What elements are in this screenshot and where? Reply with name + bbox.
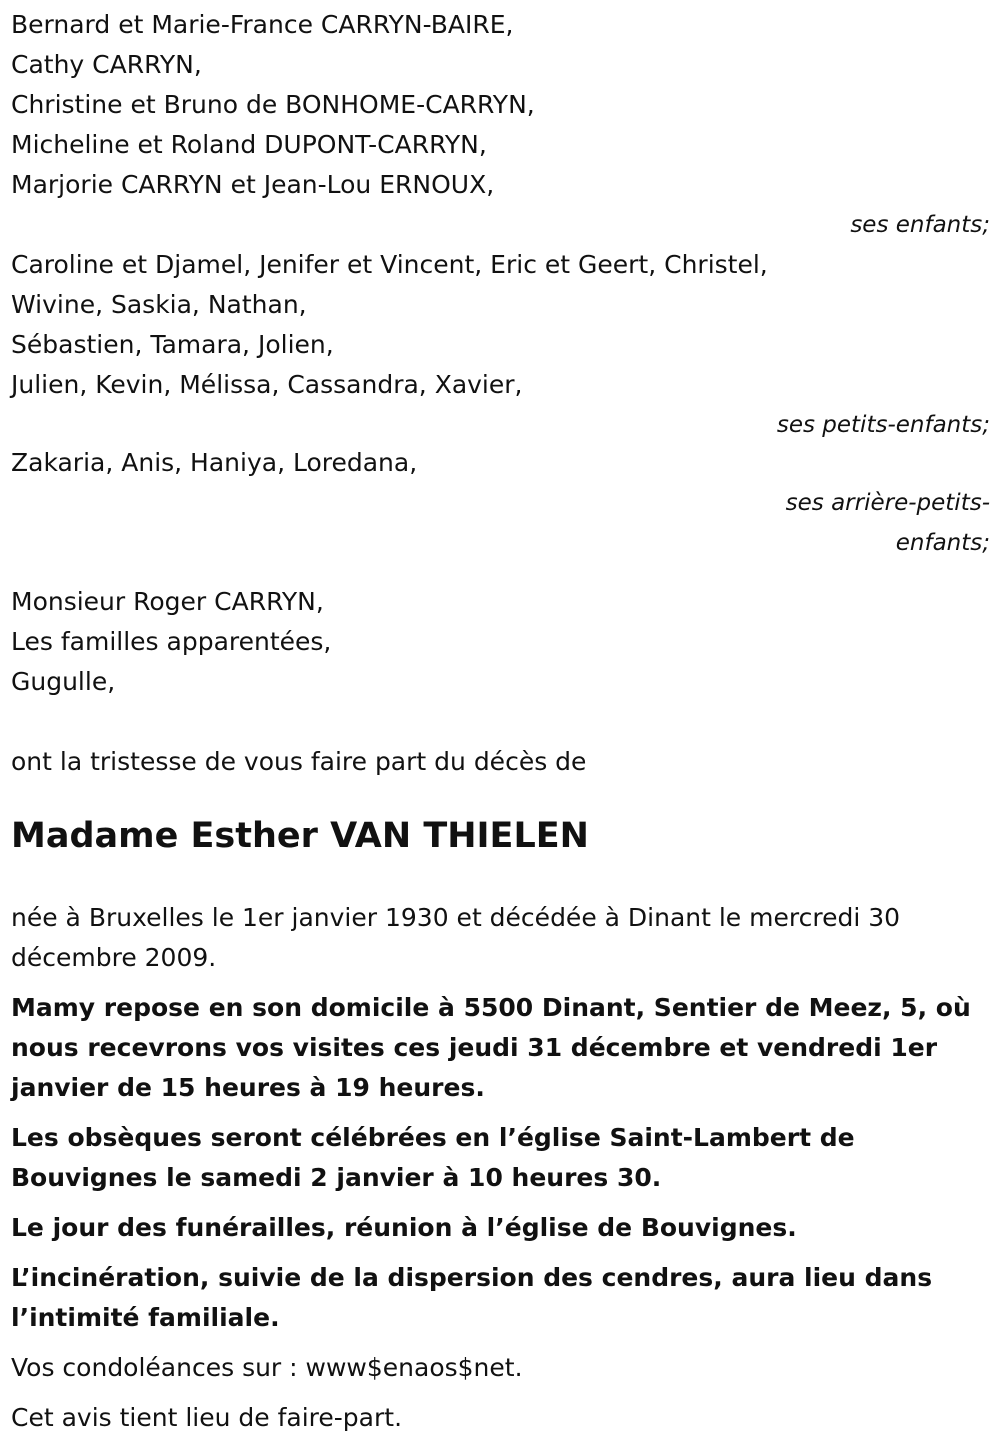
notice-text: Cet avis tient lieu de faire-part. bbox=[11, 1403, 403, 1432]
condolences-info: Vos condoléances sur : www$enaos$net. bbox=[11, 1353, 523, 1382]
family-line: Marjorie CARRYN et Jean-Lou ERNOUX, bbox=[11, 170, 495, 199]
family-line: Gugulle, bbox=[11, 667, 116, 696]
other-relatives-block bbox=[11, 582, 990, 702]
meeting-info: Le jour des funérailles, réunion à l’église de Bouvignes. bbox=[11, 1213, 797, 1242]
family-line: Zakaria, Anis, Haniya, Loredana, bbox=[11, 448, 418, 477]
family-line: Bernard et Marie-France CARRYN-BAIRE, bbox=[11, 10, 514, 39]
relationship-label: enfants; bbox=[895, 530, 990, 556]
birth-death-line: née à Bruxelles le 1er janvier 1930 et décédée à Dinant le mercredi 30 bbox=[11, 903, 901, 932]
family-line: Les familles apparentées, bbox=[11, 627, 332, 656]
children-block bbox=[11, 5, 990, 245]
relationship-label: ses enfants; bbox=[850, 212, 990, 238]
grandchildren-block bbox=[11, 245, 990, 445]
family-line: Wivine, Saskia, Nathan, bbox=[11, 290, 307, 319]
obituary-notice bbox=[11, 5, 990, 1448]
family-line: Caroline et Djamel, Jenifer et Vincent, Eric et Geert, Christel, bbox=[11, 250, 768, 279]
great-grandchildren-block bbox=[11, 443, 990, 563]
relationship-label: ses arrière-petits- bbox=[785, 490, 990, 516]
deceased-name: Madame Esther VAN THIELEN bbox=[11, 816, 589, 856]
funeral-info: Les obsèques seront célébrées en l’église Saint-Lambert de Bouvignes le samedi 2 janvier à 10 heures 30. bbox=[11, 1123, 855, 1192]
birth-death-line: décembre 2009. bbox=[11, 943, 217, 972]
family-line: Sébastien, Tamara, Jolien, bbox=[11, 330, 334, 359]
family-line: Julien, Kevin, Mélissa, Cassandra, Xavier, bbox=[11, 370, 523, 399]
visitation-info: Mamy repose en son domicile à 5500 Dinant, Sentier de Meez, 5, où nous recevrons vos visites ces jeudi 31 décembre et vendredi 1er janvier de 15 heures à 19 heures. bbox=[11, 993, 971, 1102]
family-line: Cathy CARRYN, bbox=[11, 50, 202, 79]
family-line: Monsieur Roger CARRYN, bbox=[11, 587, 324, 616]
announcement-text: ont la tristesse de vous faire part du décès de bbox=[11, 747, 587, 776]
relationship-label: ses petits-enfants; bbox=[776, 412, 990, 438]
birth-death-info bbox=[11, 898, 990, 978]
family-line: Christine et Bruno de BONHOME-CARRYN, bbox=[11, 90, 535, 119]
cremation-info: L’incinération, suivie de la dispersion des cendres, aura lieu dans l’intimité familiale. bbox=[11, 1263, 933, 1332]
family-line: Micheline et Roland DUPONT-CARRYN, bbox=[11, 130, 487, 159]
